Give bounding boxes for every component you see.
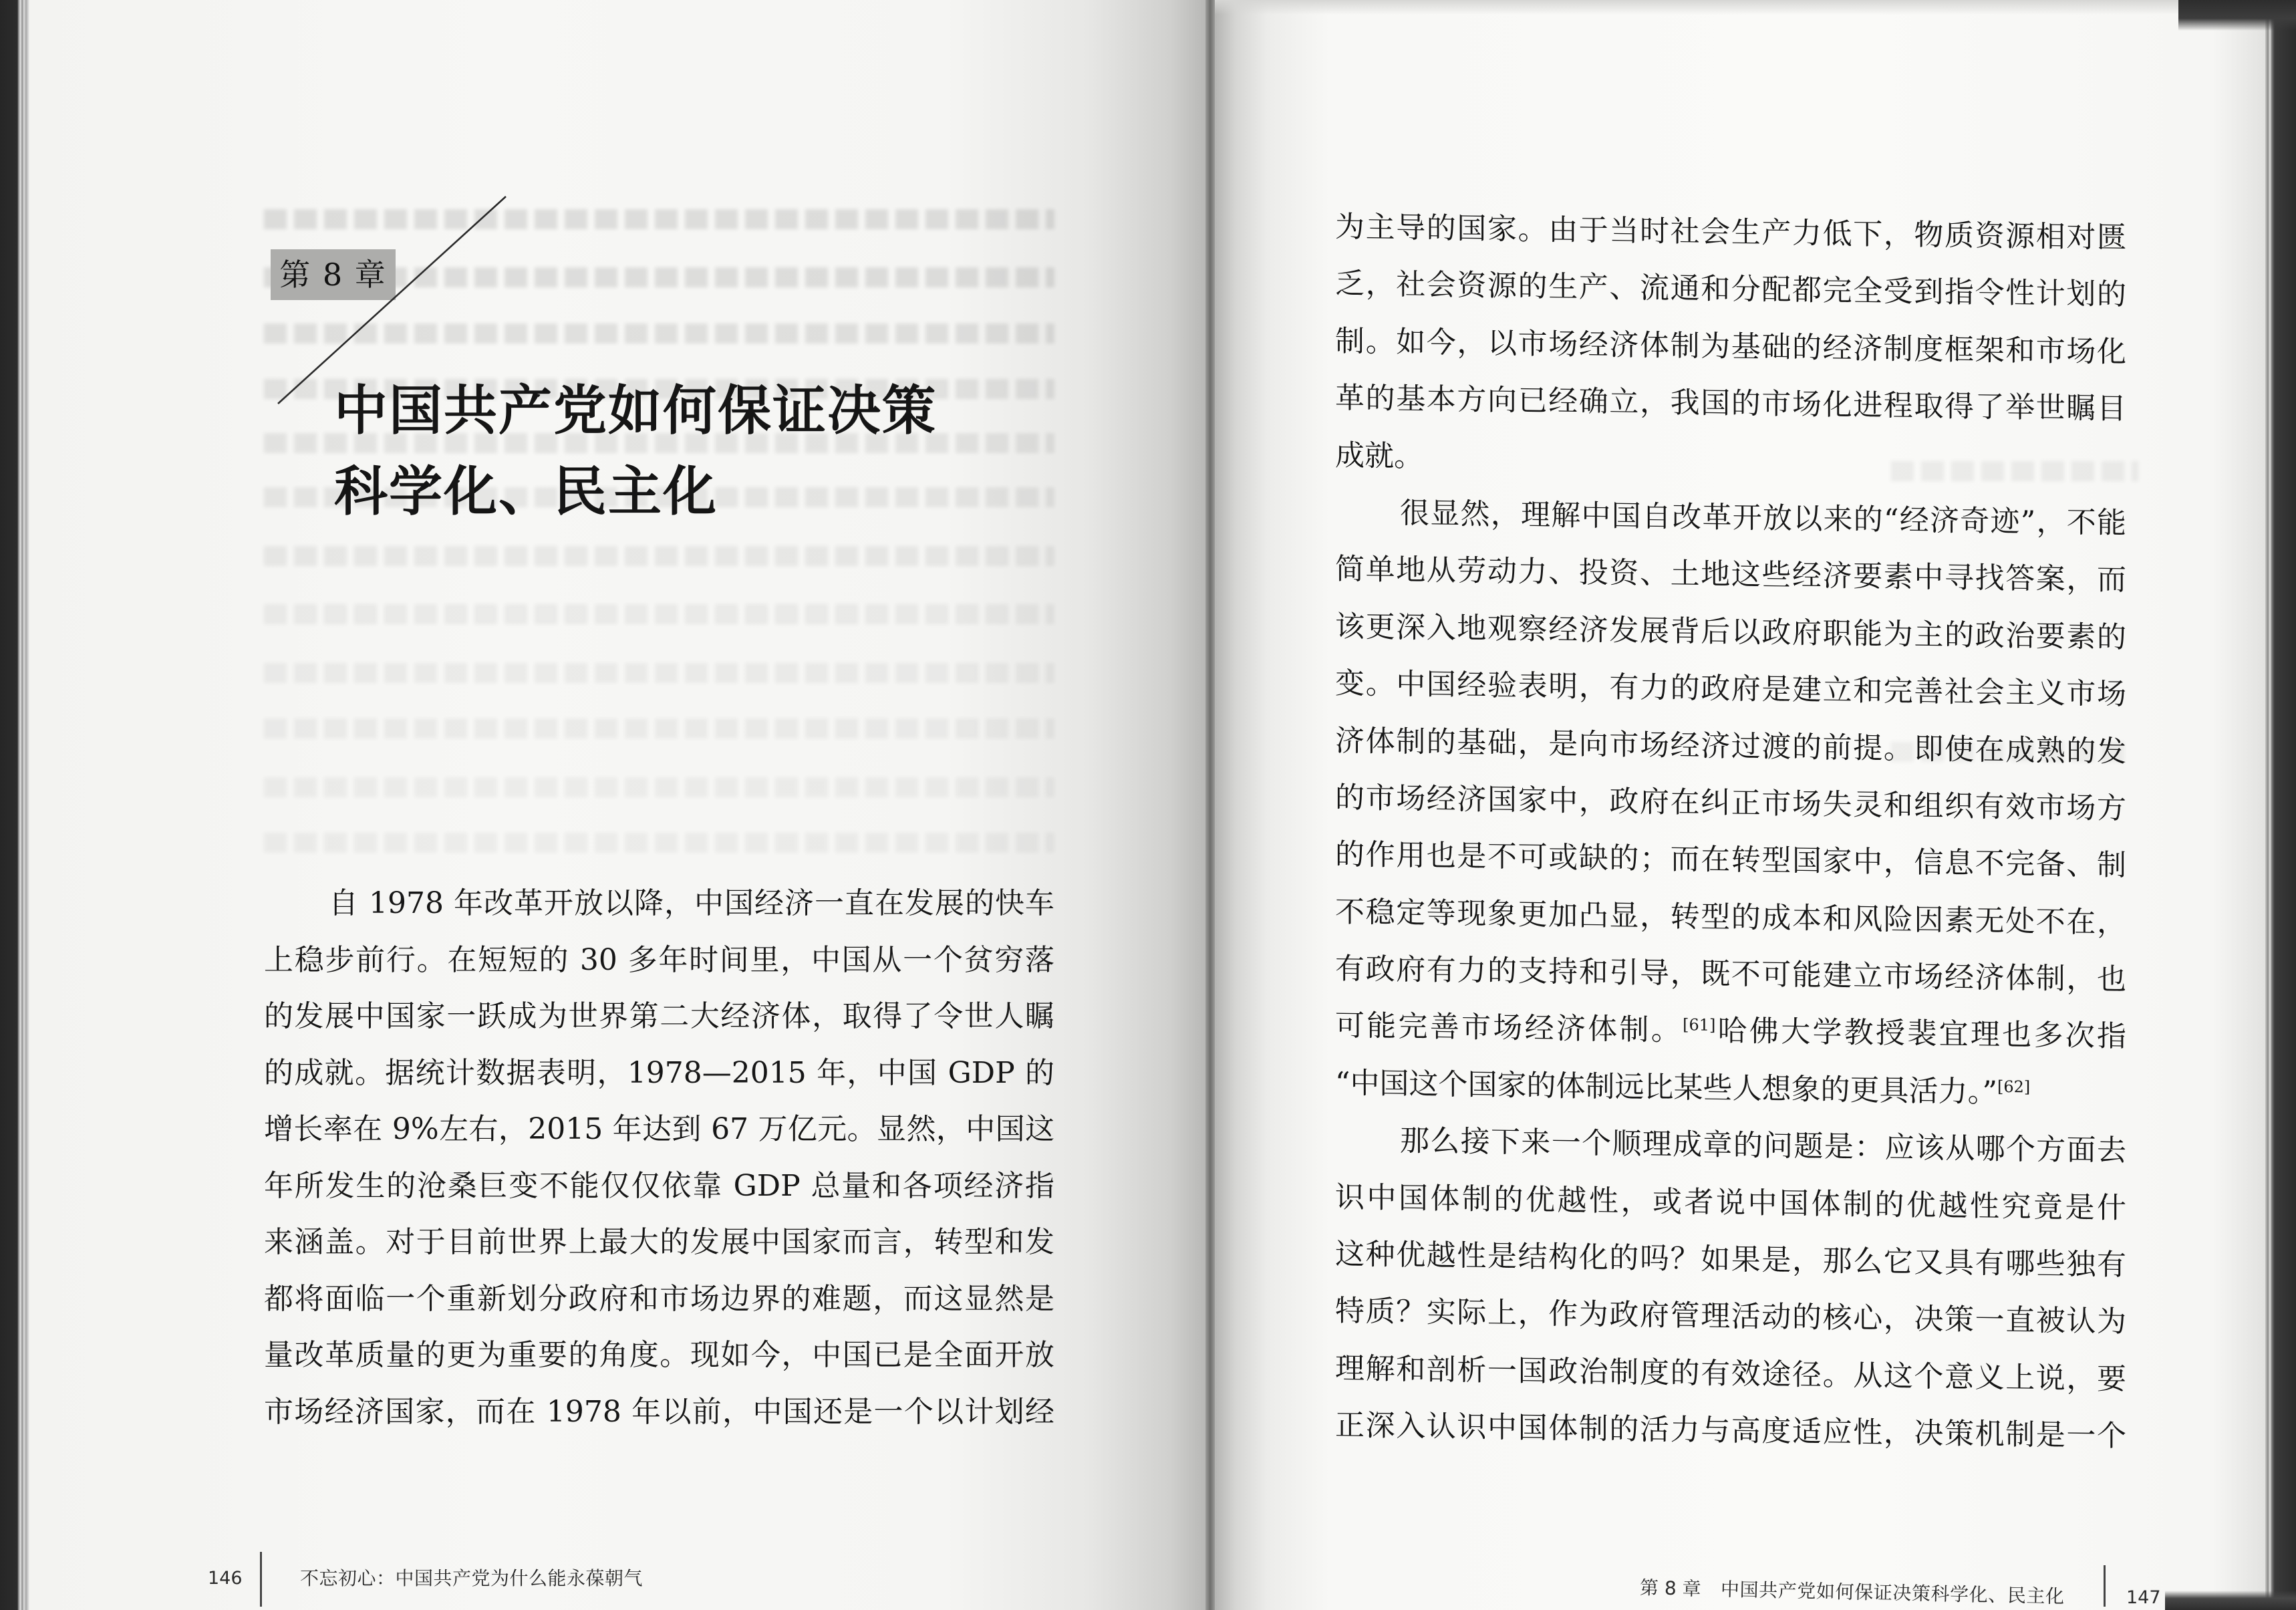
left-body-text (264, 876, 1054, 1440)
body-line-text: 哈佛大学教授裴宜理也多次指出： (1715, 1014, 2126, 1055)
show-through-texture (264, 546, 1054, 566)
scan-corner-top-right (2178, 0, 2296, 31)
show-through-texture (264, 604, 1054, 624)
body-line (1335, 1055, 2126, 1123)
footnote-ref: [62] (1997, 1077, 2031, 1097)
footer-rule (2104, 1565, 2106, 1607)
body-line: 这种优越性是结构化的吗？如果是，那么它又具有哪些独有的 (1335, 1237, 2126, 1283)
body-line: 上稳步前行。在短短的 30 多年时间里，中国从一个贫穷落 (264, 942, 1054, 977)
body-line: 识中国体制的优越性，或者说中国体制的优越性究竟是什么？ (1335, 1180, 2126, 1226)
body-line: 正深入认识中国体制的活力与高度适应性，决策机制是一个可 (1335, 1408, 2126, 1454)
body-line: 简单地从劳动力、投资、土地这些经济要素中寻找答案，而应 (1335, 552, 2126, 597)
scan-border-right (2265, 0, 2296, 1610)
body-line (1335, 997, 2126, 1065)
show-through-texture (264, 777, 1054, 797)
scan-border-left (0, 0, 29, 1610)
body-line: 为主导的国家。由于当时社会生产力低下，物质资源相对匮 (1335, 210, 2126, 255)
body-line: 成就。 (1335, 438, 1423, 474)
running-head: 不忘初心：中国共产党为什么能永葆朝气 (300, 1567, 643, 1589)
show-through-texture (264, 718, 1054, 739)
body-line: 不稳定等现象更加凸显，转型的成本和风险因素无处不在，没 (1335, 894, 2126, 940)
page-number: 146 (208, 1568, 243, 1589)
chapter-title-line: 中国共产党如何保证决策 (334, 380, 937, 442)
body-line: 理解和剖析一国政治制度的有效途径。从这个意义上说，要真 (1335, 1351, 2126, 1397)
body-line: 的市场经济国家中，政府在纠正市场失灵和组织有效市场方面 (1335, 780, 2126, 826)
body-line: 乏，社会资源的生产、流通和分配都完全受到指令性计划的控 (1335, 267, 2126, 312)
page-number: 147 (2126, 1587, 2161, 1608)
body-line: 量改革质量的更为重要的角度。现如今，中国已是全面开放 (264, 1338, 1054, 1372)
footer-rule (260, 1552, 262, 1607)
show-through-texture (264, 833, 1054, 853)
body-line: 制。如今，以市场经济体制为基础的经济制度框架和市场化改 (1335, 323, 2126, 370)
body-line: 年所发生的沧桑巨变不能仅仅依靠 GDP 总量和各项经济指 (264, 1168, 1054, 1203)
running-head: 中国共产党如何保证决策科学化、民主化 (1720, 1578, 2065, 1608)
body-line: 的发展中国家一跃成为世界第二大经济体，取得了令世人瞩 (264, 999, 1054, 1033)
body-line: 特质？实际上，作为政府管理活动的核心，决策一直被认为是 (1335, 1294, 2126, 1339)
body-line: 很显然，理解中国自改革开放以来的“经济奇迹”，不能 (1400, 496, 2126, 541)
body-line: 那么接下来一个顺理成章的问题是：应该从哪个方面去认 (1400, 1123, 2126, 1168)
chapter-title-line: 科学化、民主化 (334, 460, 718, 523)
show-through-texture (264, 663, 1054, 683)
body-line: 自 1978 年改革开放以降，中国经济一直在发展的快车 (329, 886, 1054, 920)
page-top-edge (1215, 0, 2265, 15)
body-line: 该更深入地观察经济发展背后以政府职能为主的政治要素的演 (1335, 609, 2126, 655)
body-line: 增长率在 9%左右，2015 年达到 67 万亿元。显然，中国这 (264, 1112, 1054, 1146)
body-line: 都将面临一个重新划分政府和市场边界的难题，而这显然是 (264, 1281, 1054, 1316)
footnote-ref: [61] (1683, 1015, 1716, 1035)
running-head-chapter: 第 8 章 (1639, 1577, 1701, 1600)
body-line: 市场经济国家，而在 1978 年以前，中国还是一个以计划经 (264, 1394, 1054, 1429)
body-line-text: “中国这个国家的体制远比某些人想象的更具活力。” (1335, 1065, 1997, 1109)
body-line: 来涵盖。对于目前世界上最大的发展中国家而言，转型和发 (264, 1225, 1054, 1259)
book-gutter (1205, 0, 1215, 1610)
body-line: 革的基本方向已经确立，我国的市场化进程取得了举世瞩目的 (1335, 381, 2126, 426)
body-line: 济体制的基础，是向市场经济过渡的前提。即使在成熟的发达 (1335, 723, 2126, 769)
body-line: 的作用也是不可或缺的；而在转型国家中，信息不完备、制度 (1335, 837, 2126, 883)
scan-corner-bottom-right (2165, 1591, 2296, 1610)
body-line: 的成就。据统计数据表明，1978—2015 年，中国 GDP 的 (264, 1055, 1054, 1090)
body-line: 有政府有力的支持和引导，既不可能建立市场经济体制，也不 (1335, 952, 2126, 997)
body-line: 变。中国经验表明，有力的政府是建立和完善社会主义市场经 (1335, 666, 2126, 712)
body-line-text: 可能完善市场经济体制。 (1335, 1009, 1683, 1048)
chapter-label: 第 8 章 (271, 249, 396, 300)
right-body-text (1335, 198, 2126, 1465)
